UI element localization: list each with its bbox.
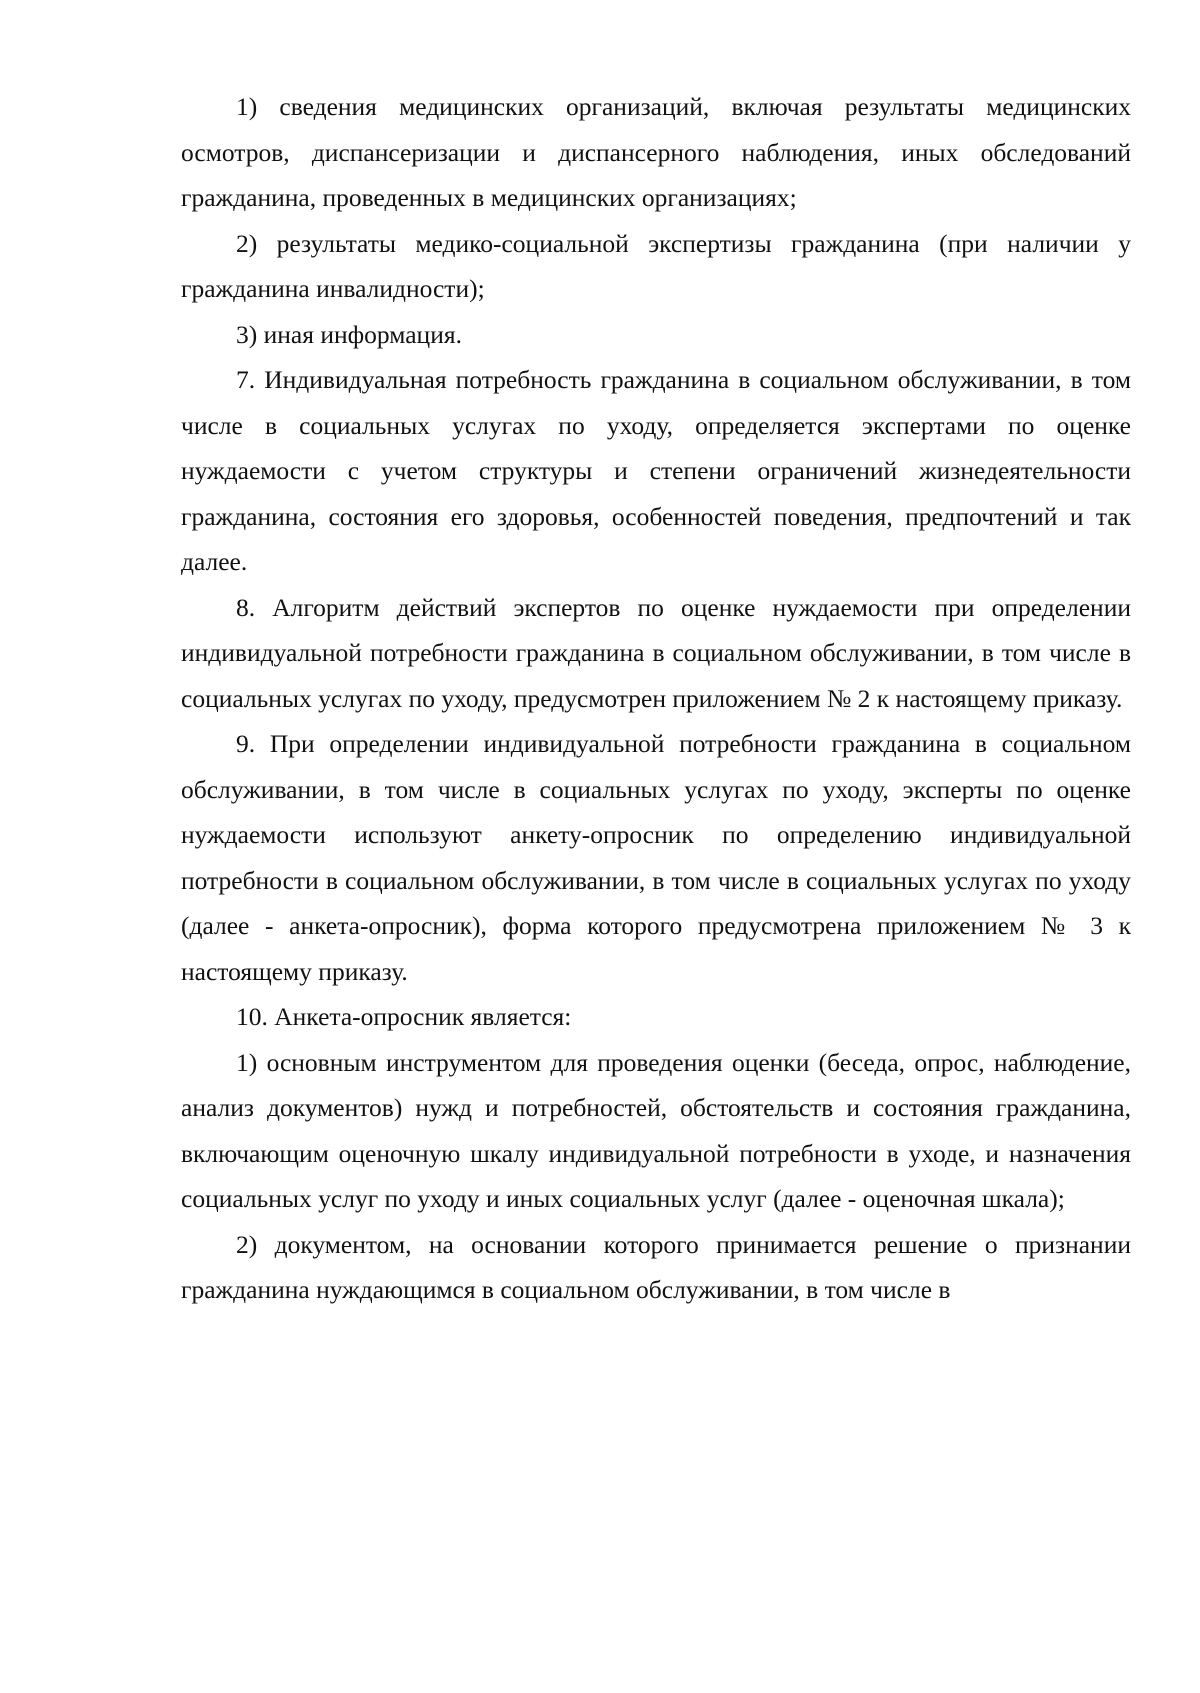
document-body bbox=[181, 84, 1131, 1313]
paragraph-8: 8. Алгоритм действий экспертов по оценке нуждаемости при определении индивидуальной потребности гражданина в социальном обслуживании, в том числе в социальных услугах по уходу, предусмотрен приложением № 2 к настоящему приказу. bbox=[181, 592, 1131, 713]
paragraph-7: 7. Индивидуальная потребность гражданина в социальном обслуживании, в том числе в социальных услугах по уходу, определяется экспертами по оценке нуждаемости с учетом структуры и степени ограничений жизнедеятельности гражданина, состояния его здоровья, особенностей поведения, предпочтений и так далее. bbox=[181, 365, 1131, 576]
paragraph-10: 10. Анкета-опросник является: bbox=[236, 1002, 572, 1031]
paragraph-10-item-1: 1) основным инструментом для проведения оценки (беседа, опрос, наблюдение, анализ документов) нужд и потребностей, обстоятельств и состояния гражданина, включающим оценочную шкалу индивидуальной потребности в уходе, и назначения социальных услуг по уходу и иных социальных услуг (далее - оценочная шкала); bbox=[181, 1047, 1131, 1213]
paragraph-9: 9. При определении индивидуальной потребности гражданина в социальном обслуживании, в том числе в социальных услугах по уходу, эксперты по оценке нуждаемости используют анкету-опросник по определению индивидуальной потребности в социальном обслуживании, в том числе в социальных услугах по уходу (далее - анкета-опросник), форма которого предусмотрена приложением № 3 к настоящему приказу. bbox=[181, 729, 1131, 986]
paragraph-item-1-medical-info: 1) сведения медицинских организаций, включая результаты медицинских осмотров, диспансеризации и диспансерного наблюдения, иных обследований гражданина, проведенных в медицинских организациях; bbox=[181, 92, 1131, 212]
paragraph-10-item-2: 2) документом, на основании которого принимается решение о признании гражданина нуждающимся в социальном обслуживании, в том числе в bbox=[181, 1229, 1131, 1304]
paragraph-item-2-mse-results: 2) результаты медико-социальной экспертизы гражданина (при наличии у гражданина инвалидности); bbox=[181, 228, 1131, 303]
paragraph-item-3-other-info: 3) иная информация. bbox=[236, 319, 462, 349]
